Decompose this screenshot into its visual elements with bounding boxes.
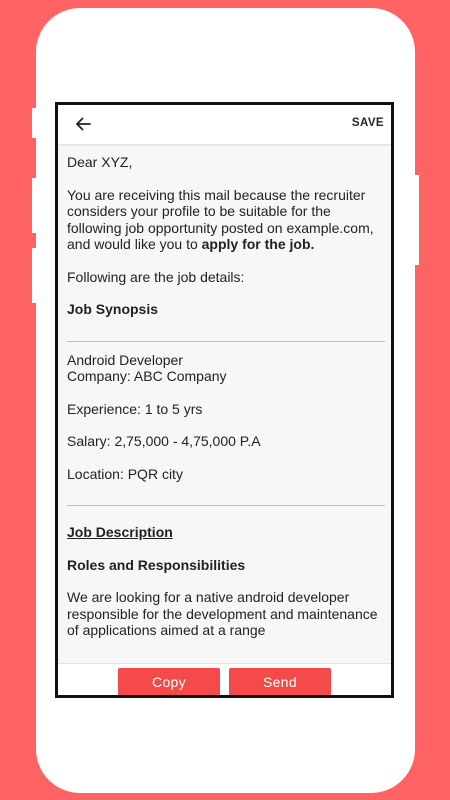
action-bar bbox=[58, 663, 391, 695]
intro-bold-text: apply for the job. bbox=[201, 236, 315, 252]
roles-text: We are looking for a native android developer responsible for the development and maintenance of applications aimed at a range bbox=[67, 589, 378, 638]
salary-text: Salary: 2,75,000 - 4,75,000 P.A bbox=[67, 433, 261, 449]
synopsis-heading: Job Synopsis bbox=[67, 301, 159, 317]
send-button[interactable]: Send bbox=[229, 668, 331, 696]
arrow-left-icon[interactable] bbox=[73, 114, 93, 134]
copy-button[interactable]: Copy bbox=[118, 668, 220, 696]
description-heading: Job Description bbox=[67, 524, 173, 540]
save-button[interactable]: SAVE bbox=[351, 117, 384, 129]
location-text: Location: PQR city bbox=[67, 465, 183, 482]
following-text: Following are the job details: bbox=[67, 268, 245, 285]
company-text: Company: ABC Company bbox=[67, 368, 227, 384]
divider bbox=[67, 505, 385, 506]
phone-side-button bbox=[32, 248, 38, 303]
experience-text: Experience: 1 to 5 yrs bbox=[67, 400, 203, 417]
roles-heading: Roles and Responsibilities bbox=[67, 556, 246, 573]
job-title-text: Android Developer bbox=[67, 351, 183, 368]
toolbar bbox=[58, 105, 391, 144]
phone-side-button bbox=[32, 178, 38, 233]
app-screen bbox=[55, 102, 394, 698]
email-body[interactable] bbox=[58, 144, 391, 661]
greeting-text: Dear XYZ, bbox=[67, 154, 133, 170]
intro-paragraph bbox=[67, 187, 385, 253]
phone-side-button bbox=[32, 108, 38, 138]
intro-text: You are receiving this mail because the recruiter considers your profile to be suitable for the following job opportunity posted on example.com, and would like you to bbox=[67, 186, 374, 252]
phone-side-button bbox=[413, 175, 419, 265]
divider bbox=[67, 341, 385, 342]
